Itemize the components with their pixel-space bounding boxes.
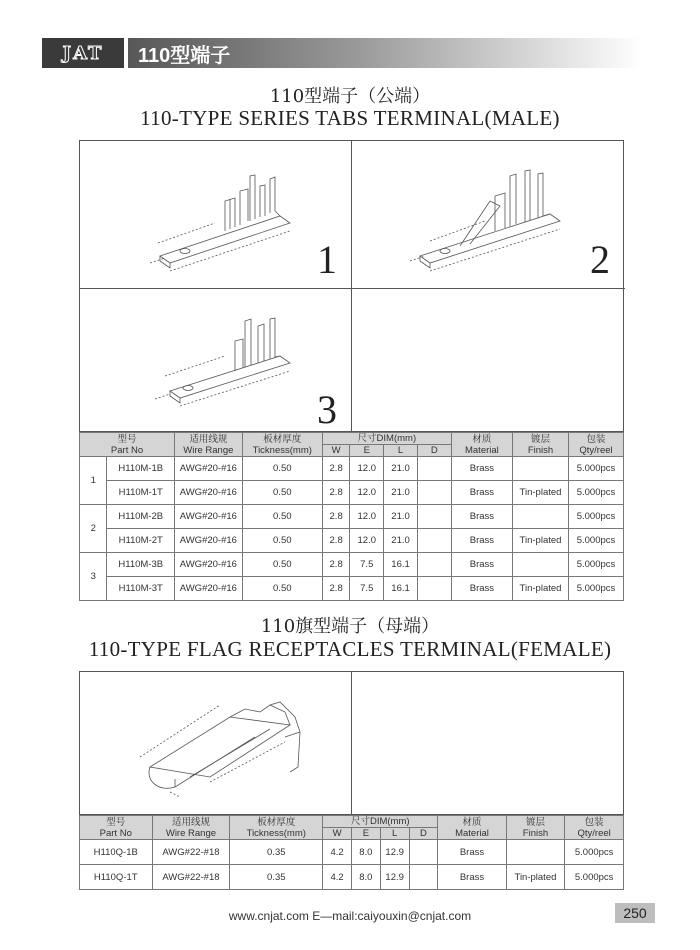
figure-number-2: 2 bbox=[590, 237, 610, 282]
table-row: H110Q-1T AWG#22-#18 0.35 4.2 8.0 12.9 Brass Tin-plated 5.000pcs bbox=[80, 865, 624, 890]
table-row: H110M-1T AWG#20-#16 0.50 2.8 12.0 21.0 Brass Tin-plated 5.000pcs bbox=[80, 481, 624, 505]
footer-contact: www.cnjat.com E—mail:caiyouxin@cnjat.com bbox=[228, 909, 472, 923]
table-row: H110M-2T AWG#20-#16 0.50 2.8 12.0 21.0 Brass Tin-plated 5.000pcs bbox=[80, 529, 624, 553]
female-spec-table: 型号 Part No 适用线规 Wire Range 板材厚度 Tickness(mm) 尺寸DIM(mm) 材质 Material 镀层 Finish 包装 Qty/reel W E L D H110Q-1B AWG#22-#18 0.35 4.2 8.0 12.9 Brass 5.000pcs H110Q-1T AWG#22-#18 0.35 4.2 8.0 12.9 Brass Tin-plated 5.000pcs bbox=[79, 815, 624, 890]
terminal-drawing-2 bbox=[390, 156, 590, 281]
table-row: 3 H110M-3B AWG#20-#16 0.50 2.8 7.5 16.1 Brass 5.000pcs bbox=[80, 553, 624, 577]
figure-number-3: 3 bbox=[317, 387, 337, 432]
brand-logo: JAT bbox=[42, 38, 124, 68]
male-figure-grid bbox=[79, 140, 624, 432]
male-title-cn: 110型端子（公端） bbox=[269, 86, 431, 107]
table-row: H110M-3T AWG#20-#16 0.50 2.8 7.5 16.1 Brass Tin-plated 5.000pcs bbox=[80, 577, 624, 601]
table-row: 2 H110M-2B AWG#20-#16 0.50 2.8 12.0 21.0 Brass 5.000pcs bbox=[80, 505, 624, 529]
header-title: 110型端子 bbox=[138, 44, 231, 67]
male-spec-table: 型号 Part No 适用线规 Wire Range 板材厚度 Tickness(mm) 尺寸DIM(mm) 材质 Material 镀层 Finish 包装 Qty/reel W E L D 1 H110M-1B AWG#20-#16 0.50 2.8 12.0 21.0 Brass 5.000pcs H110M-1T AWG#20-#16 0.50 2.8 12.0 21.0 Brass Tin-plated 5.000pcs 2 H110M-2B AWG#20-#16 0.50 2.8 12.0 21.0 Brass 5.000pcs H110M-2T AWG#20-#16 0.50 2.8 12.0 21.0 Brass Tin-plated 5.000pcs 3 H110M-3B AWG#20-#16 0.50 2.8 7.5 16.1 Brass 5.000pcs H110M-3T AWG#20-#16 0.50 2.8 7.5 16.1 Brass Tin-plated 5.000pcs bbox=[79, 432, 624, 601]
page-header bbox=[42, 38, 642, 68]
receptacle-drawing bbox=[120, 687, 350, 807]
female-figure-grid bbox=[79, 671, 624, 815]
female-title-cn: 110旗型端子（母端） bbox=[260, 616, 440, 637]
table-row: H110Q-1B AWG#22-#18 0.35 4.2 8.0 12.9 Brass 5.000pcs bbox=[80, 840, 624, 865]
terminal-drawing-3 bbox=[140, 301, 340, 411]
female-title-en: 110-TYPE FLAG RECEPTACLES TERMINAL(FEMALE) bbox=[88, 637, 612, 661]
table-row: 1 H110M-1B AWG#20-#16 0.50 2.8 12.0 21.0 Brass 5.000pcs bbox=[80, 457, 624, 481]
male-title-en: 110-TYPE SERIES TABS TERMINAL(MALE) bbox=[140, 106, 560, 130]
page-number: 250 bbox=[615, 903, 655, 923]
terminal-drawing-1 bbox=[140, 161, 340, 281]
figure-number-1: 1 bbox=[317, 237, 337, 282]
header-bar bbox=[128, 38, 642, 68]
